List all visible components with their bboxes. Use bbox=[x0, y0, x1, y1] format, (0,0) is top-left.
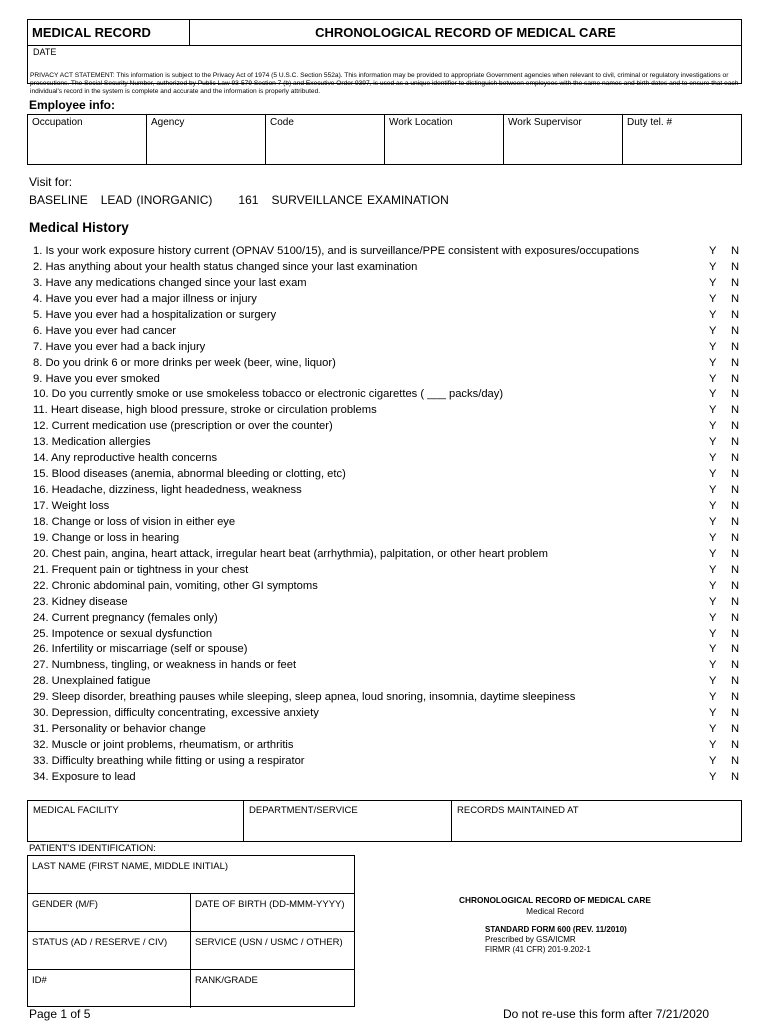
no-option[interactable]: N bbox=[731, 547, 740, 560]
no-option[interactable]: N bbox=[731, 691, 740, 704]
question-text: 9. Have you ever smoked bbox=[33, 372, 160, 385]
employee-info-table bbox=[27, 114, 742, 165]
question-row bbox=[33, 738, 743, 754]
pid-row-status bbox=[28, 932, 354, 970]
question-row bbox=[33, 706, 743, 722]
yes-option[interactable]: Y bbox=[709, 452, 717, 465]
no-option[interactable]: N bbox=[731, 755, 740, 767]
reuse-notice: Do not re-use this form after 7/21/2020 bbox=[503, 1007, 710, 1021]
yes-option[interactable]: Y bbox=[709, 643, 717, 656]
question-text: 3. Have any medications changed since your last exam bbox=[33, 276, 307, 289]
no-option[interactable]: N bbox=[731, 707, 740, 720]
question-row bbox=[33, 356, 743, 372]
question-text: 30. Depression, difficulty concentrating, excessive anxiety bbox=[33, 707, 319, 720]
question-row bbox=[33, 419, 743, 435]
records-maintained-field[interactable]: RECORDS MAINTAINED AT bbox=[457, 805, 579, 816]
gender-field[interactable]: GENDER (M/F) bbox=[28, 894, 191, 931]
pid-row-gender bbox=[28, 894, 354, 932]
status-field[interactable]: STATUS (AD / RESERVE / CIV) bbox=[28, 932, 191, 969]
page-number: Page 1 of 5 bbox=[29, 1007, 91, 1021]
question-row bbox=[33, 372, 743, 388]
question-text: 15. Blood diseases (anemia, abnormal bleeding or clotting, etc) bbox=[33, 468, 346, 481]
question-text: 2. Has anything about your health status changed since your last examination bbox=[33, 260, 418, 273]
question-row bbox=[33, 611, 743, 627]
chronological-record-title: CHRONOLOGICAL RECORD OF MEDICAL CARE bbox=[315, 25, 616, 40]
question-row bbox=[33, 435, 743, 451]
no-option[interactable]: N bbox=[731, 404, 740, 417]
yes-option[interactable]: Y bbox=[709, 531, 717, 544]
no-option[interactable]: N bbox=[731, 611, 740, 624]
yes-option[interactable]: Y bbox=[709, 420, 717, 433]
question-text: 29. Sleep disorder, breathing pauses while sleeping, sleep apnea, loud snoring, insomnia, daytime sleepiness bbox=[33, 691, 576, 704]
pid-row-id bbox=[28, 970, 354, 1008]
question-row bbox=[33, 515, 743, 531]
no-option[interactable]: N bbox=[731, 484, 740, 497]
question-text: 17. Weight loss bbox=[33, 500, 110, 512]
question-row bbox=[33, 324, 743, 340]
work-supervisor-field[interactable]: Work Supervisor bbox=[504, 115, 623, 164]
question-text: 34. Exposure to lead bbox=[33, 770, 136, 783]
question-text: 22. Chronic abdominal pain, vomiting, other GI symptoms bbox=[33, 579, 318, 592]
visit-for-label: Visit for: bbox=[29, 175, 73, 189]
question-row bbox=[33, 387, 743, 403]
question-text: 7. Have you ever had a back injury bbox=[33, 340, 206, 353]
question-text: 11. Heart disease, high blood pressure, stroke or circulation problems bbox=[33, 404, 377, 417]
pid-row-name bbox=[28, 856, 354, 894]
date-field-label[interactable]: DATE bbox=[33, 47, 57, 57]
yes-option[interactable]: Y bbox=[709, 245, 717, 257]
question-text: 1. Is your work exposure history current (OPNAV 5100/15), and is surveillance/PPE consistent with exposures/occupations bbox=[33, 245, 640, 257]
question-text: 12. Current medication use (prescription or over the counter) bbox=[33, 420, 333, 433]
question-text: 25. Impotence or sexual dysfunction bbox=[33, 627, 213, 640]
yes-option[interactable]: Y bbox=[709, 675, 717, 688]
question-text: 33. Difficulty breathing while fitting or using a respirator bbox=[33, 755, 305, 767]
visit-details bbox=[29, 193, 449, 207]
question-row bbox=[33, 483, 743, 499]
question-row bbox=[33, 642, 743, 658]
yes-option[interactable]: Y bbox=[709, 691, 717, 704]
patient-identification-table bbox=[27, 855, 355, 1007]
question-text: 19. Change or loss in hearing bbox=[33, 531, 180, 544]
patient-identification-label: PATIENT'S IDENTIFICATION: bbox=[29, 843, 156, 854]
yes-option[interactable]: Y bbox=[709, 292, 717, 305]
visit-exam: SURVEILLANCE EXAMINATION bbox=[271, 193, 449, 207]
no-option[interactable]: N bbox=[731, 372, 740, 385]
id-field[interactable]: ID# bbox=[28, 970, 191, 1008]
no-option[interactable]: N bbox=[731, 675, 740, 688]
rank-grade-field[interactable]: RANK/GRADE bbox=[195, 975, 258, 986]
privacy-act-statement: PRIVACY ACT STATEMENT: This information is subject to the Privacy Act of 1974 (5 U.S.C. Section 552a). This information may be provided to appropriate Government agencies when relevant to civil, criminal or regulatory investigations or prosecutions. The Social Security Number, authorized by Public Law 93-579 Section 7 (b) and Executive Order 9397, is used as a unique identifier to distinguish between employees with the same names and birth dates and to ensure that each individual's record in the system is complete and accurate and the information is properly attributed. bbox=[30, 72, 739, 95]
yes-option[interactable]: Y bbox=[709, 659, 717, 672]
question-text: 6. Have you ever had cancer bbox=[33, 324, 177, 337]
no-option[interactable]: N bbox=[731, 739, 740, 752]
question-text: 32. Muscle or joint problems, rheumatism, or arthritis bbox=[33, 739, 294, 752]
no-option[interactable]: N bbox=[731, 388, 740, 401]
question-text: 23. Kidney disease bbox=[33, 595, 128, 608]
question-row bbox=[33, 770, 743, 786]
no-option[interactable]: N bbox=[731, 531, 740, 544]
yes-option[interactable]: Y bbox=[709, 308, 717, 321]
yes-option[interactable]: Y bbox=[709, 611, 717, 624]
question-text: 28. Unexplained fatigue bbox=[33, 675, 151, 688]
work-location-field[interactable]: Work Location bbox=[385, 115, 504, 164]
no-option[interactable]: N bbox=[731, 468, 740, 481]
yes-option[interactable]: Y bbox=[709, 723, 717, 736]
form-footer-subtitle: Medical Record bbox=[526, 906, 584, 916]
question-row bbox=[33, 292, 743, 308]
yes-option[interactable]: Y bbox=[709, 500, 717, 512]
medical-history-title: Medical History bbox=[29, 220, 129, 235]
question-row bbox=[33, 722, 743, 738]
yes-option[interactable]: Y bbox=[709, 388, 717, 401]
question-row bbox=[33, 563, 743, 579]
question-text: 21. Frequent pain or tightness in your chest bbox=[33, 563, 249, 576]
question-row bbox=[33, 499, 743, 515]
agency-field[interactable]: Agency bbox=[147, 115, 266, 164]
medical-facility-field[interactable]: MEDICAL FACILITY bbox=[28, 801, 244, 841]
yes-option[interactable]: Y bbox=[709, 372, 717, 385]
yes-option[interactable]: Y bbox=[709, 276, 717, 289]
no-option[interactable]: N bbox=[731, 770, 740, 783]
yes-option[interactable]: Y bbox=[709, 755, 717, 767]
yes-option[interactable]: Y bbox=[709, 404, 717, 417]
question-text: 16. Headache, dizziness, light headedness, weakness bbox=[33, 484, 302, 497]
question-row bbox=[33, 276, 743, 292]
question-row bbox=[33, 579, 743, 595]
employee-info-title: Employee info: bbox=[29, 98, 116, 112]
yes-option[interactable]: Y bbox=[709, 260, 717, 273]
dob-field[interactable]: DATE OF BIRTH (DD-MMM-YYYY) bbox=[195, 899, 345, 910]
no-option[interactable]: N bbox=[731, 276, 740, 289]
no-option[interactable]: N bbox=[731, 340, 740, 353]
no-option[interactable]: N bbox=[731, 627, 740, 640]
standard-form-info bbox=[485, 925, 627, 955]
no-option[interactable]: N bbox=[731, 356, 740, 369]
yes-option[interactable]: Y bbox=[709, 356, 717, 369]
yes-option[interactable]: Y bbox=[709, 563, 717, 576]
question-row bbox=[33, 754, 743, 770]
duty-tel-field[interactable]: Duty tel. # bbox=[627, 117, 673, 128]
question-row bbox=[33, 627, 743, 643]
question-row bbox=[33, 547, 743, 563]
no-option[interactable]: N bbox=[731, 563, 740, 576]
no-option[interactable]: N bbox=[731, 420, 740, 433]
question-row bbox=[33, 244, 743, 260]
form-footer-title: CHRONOLOGICAL RECORD OF MEDICAL CARE bbox=[459, 895, 651, 905]
no-option[interactable]: N bbox=[731, 723, 740, 736]
occupation-field[interactable]: Occupation bbox=[28, 115, 147, 164]
question-text: 10. Do you currently smoke or use smokeless tobacco or electronic cigarettes ( ___ packs/day) bbox=[33, 388, 504, 401]
yes-option[interactable]: Y bbox=[709, 340, 717, 353]
yes-option[interactable]: Y bbox=[709, 595, 717, 608]
yes-option[interactable]: Y bbox=[709, 484, 717, 497]
question-text: 18. Change or loss of vision in either eye bbox=[33, 515, 236, 528]
yes-option[interactable]: Y bbox=[709, 547, 717, 560]
no-option[interactable]: N bbox=[731, 292, 740, 305]
no-option[interactable]: N bbox=[731, 515, 740, 528]
standard-form-number: STANDARD FORM 600 (REV. 11/2010) bbox=[485, 925, 627, 934]
question-text: 5. Have you ever had a hospitalization or surgery bbox=[33, 308, 277, 321]
last-name-field[interactable]: LAST NAME (FIRST NAME, MIDDLE INITIAL) bbox=[32, 861, 229, 872]
question-row bbox=[33, 451, 743, 467]
yes-option[interactable]: Y bbox=[709, 468, 717, 481]
no-option[interactable]: N bbox=[731, 260, 740, 273]
visit-agent: LEAD (INORGANIC) bbox=[100, 193, 213, 207]
department-service-field[interactable]: DEPARTMENT/SERVICE bbox=[244, 801, 452, 841]
prescribed-by: Prescribed by GSA/ICMR bbox=[485, 935, 576, 944]
no-option[interactable]: N bbox=[731, 595, 740, 608]
yes-option[interactable]: Y bbox=[709, 627, 717, 640]
question-text: 14. Any reproductive health concerns bbox=[33, 452, 218, 465]
firmr-reference: FIRMR (41 CFR) 201-9.202-1 bbox=[485, 945, 591, 954]
medical-record-title: MEDICAL RECORD bbox=[28, 20, 190, 45]
no-option[interactable]: N bbox=[731, 579, 740, 592]
question-row bbox=[33, 308, 743, 324]
question-text: 26. Infertility or miscarriage (self or spouse) bbox=[33, 643, 248, 656]
question-text: 20. Chest pain, angina, heart attack, irregular heart beat (arrhythmia), palpitation, or other heart problem bbox=[33, 547, 548, 560]
question-row bbox=[33, 340, 743, 356]
no-option[interactable]: N bbox=[731, 643, 740, 656]
question-row bbox=[33, 531, 743, 547]
question-text: 8. Do you drink 6 or more drinks per week (beer, wine, liquor) bbox=[33, 356, 336, 369]
question-text: 13. Medication allergies bbox=[33, 436, 151, 449]
question-text: 24. Current pregnancy (females only) bbox=[33, 611, 218, 624]
question-row bbox=[33, 595, 743, 611]
yes-option[interactable]: Y bbox=[709, 707, 717, 720]
yes-option[interactable]: Y bbox=[709, 739, 717, 752]
no-option[interactable]: N bbox=[731, 500, 740, 512]
question-text: 31. Personality or behavior change bbox=[33, 723, 206, 736]
header-title-bar bbox=[28, 20, 741, 46]
yes-option[interactable]: Y bbox=[709, 770, 717, 783]
facility-table bbox=[27, 800, 742, 842]
question-text: 4. Have you ever had a major illness or injury bbox=[33, 292, 257, 305]
no-option[interactable]: N bbox=[731, 324, 740, 337]
yes-option[interactable]: Y bbox=[709, 579, 717, 592]
question-row bbox=[33, 658, 743, 674]
visit-code: 161 bbox=[238, 193, 259, 207]
no-option[interactable]: N bbox=[731, 245, 740, 257]
yes-option[interactable]: Y bbox=[709, 324, 717, 337]
code-field[interactable]: Code bbox=[266, 115, 385, 164]
question-row bbox=[33, 467, 743, 483]
yes-option[interactable]: Y bbox=[709, 515, 717, 528]
question-text: 27. Numbness, tingling, or weakness in hands or feet bbox=[33, 659, 297, 672]
visit-type: BASELINE bbox=[29, 193, 88, 207]
no-option[interactable]: N bbox=[731, 659, 740, 672]
no-option[interactable]: N bbox=[731, 436, 740, 449]
yes-option[interactable]: Y bbox=[709, 436, 717, 449]
question-row bbox=[33, 403, 743, 419]
service-field[interactable]: SERVICE (USN / USMC / OTHER) bbox=[195, 937, 343, 948]
medical-history-questions bbox=[33, 244, 743, 786]
no-option[interactable]: N bbox=[731, 308, 740, 321]
no-option[interactable]: N bbox=[731, 452, 740, 465]
question-row bbox=[33, 690, 743, 706]
question-row bbox=[33, 674, 743, 690]
question-row bbox=[33, 260, 743, 276]
